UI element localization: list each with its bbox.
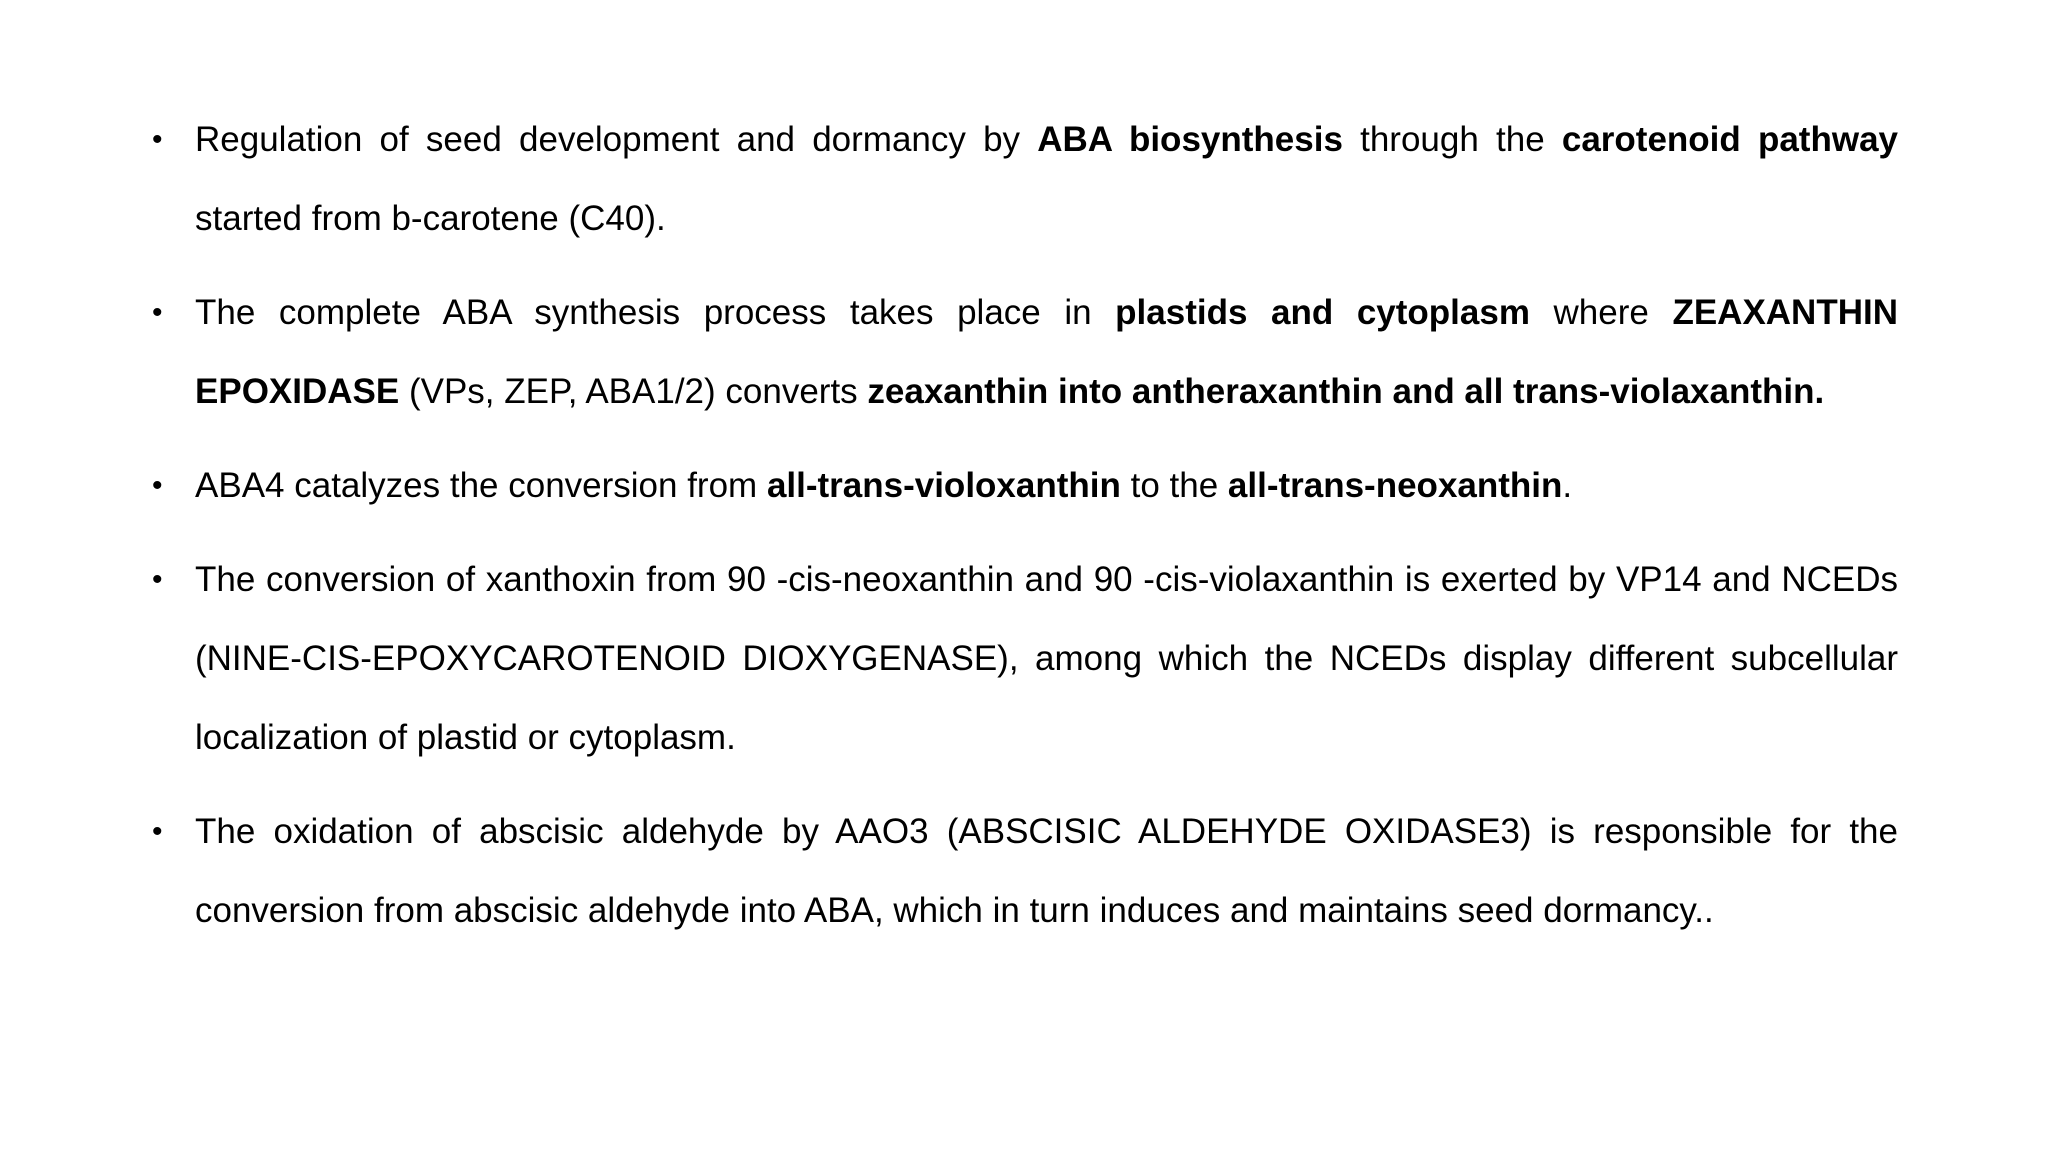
bullet-item-4 — [150, 540, 1898, 777]
bold-segment: ZEAXANTHIN EPOXIDASE — [195, 293, 1898, 411]
text-segment: started from b-carotene (C40). — [195, 199, 666, 238]
bold-segment: all-trans-neoxanthin — [1227, 466, 1563, 505]
bullet-item-3 — [150, 446, 1898, 525]
text-segment: The oxidation of abscisic aldehyde by AAO3 (ABSCISIC ALDEHYDE OXIDASE3) is responsible for the conversion from abscisic aldehyde into ABA, which in turn induces and maintains seed dormancy.. — [195, 812, 1898, 930]
text-segment: (VPs, ZEP, ABA1/2) converts — [399, 372, 868, 411]
text-segment: where — [1529, 293, 1673, 332]
text-segment: ABA4 catalyzes the conversion from — [195, 466, 767, 505]
bold-segment: carotenoid pathway — [1561, 120, 1898, 159]
bullet-item-5 — [150, 792, 1898, 950]
bold-segment: plastids and cytoplasm — [1115, 293, 1530, 332]
bold-segment: all-trans-violoxanthin — [766, 466, 1121, 505]
text-segment: through the — [1342, 120, 1562, 159]
text-segment: . — [1562, 466, 1573, 505]
bold-segment: zeaxanthin into antheraxanthin and all trans-violaxanthin. — [867, 372, 1825, 411]
bullet-item-1 — [150, 100, 1898, 258]
text-segment: Regulation of seed development and dormancy by — [195, 120, 1038, 159]
bullet-list — [150, 100, 1898, 965]
bold-segment: ABA biosynthesis — [1037, 120, 1343, 159]
bullet-item-2 — [150, 273, 1898, 431]
text-segment: The conversion of xanthoxin from 90 -cis-neoxanthin and 90 -cis-violaxanthin is exerted by VP14 and NCEDs (NINE-CIS-EPOXYCAROTENOID DIOXYGENASE), among which the NCEDs display different subcellular localization of plastid or cytoplasm. — [195, 560, 1898, 757]
text-segment: to the — [1120, 466, 1228, 505]
text-segment: The complete ABA synthesis process takes place in — [195, 293, 1116, 332]
